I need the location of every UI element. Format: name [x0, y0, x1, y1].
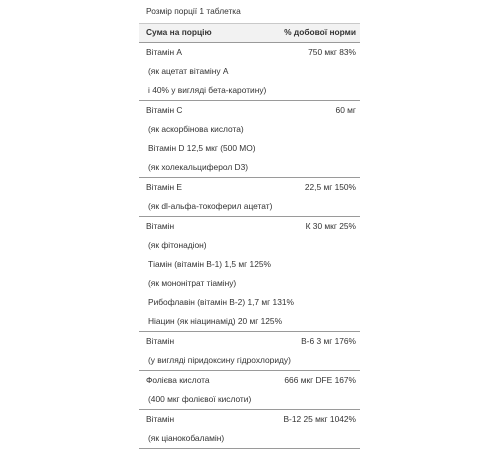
nutrient-row	[139, 410, 360, 449]
nutrient-name: (як холекальциферол D3)	[148, 162, 249, 172]
nutrient-name: Вітамін А	[146, 47, 183, 57]
nutrient-amount: В-12 25 мкг 1042%	[283, 414, 356, 424]
nutrient-row	[139, 217, 360, 332]
nutrient-detail-line	[139, 158, 360, 177]
nutrient-name: (як мононітрат тіаміну)	[148, 278, 237, 288]
nutrient-line	[139, 410, 360, 429]
nutrient-rows	[139, 43, 360, 449]
nutrient-name: і 40% у вигляді бета-каротину)	[148, 85, 267, 95]
nutrient-detail-line	[139, 351, 360, 370]
nutrient-name: Вітамін D 12,5 мкг (500 МО)	[148, 143, 256, 153]
nutrient-detail-line	[139, 429, 360, 448]
nutrient-amount: 60 мг	[335, 105, 356, 115]
nutrient-name: (як dl-альфа-токоферил ацетат)	[148, 201, 273, 211]
nutrient-detail-line	[139, 120, 360, 139]
nutrient-detail-line	[139, 139, 360, 158]
nutrient-detail-line	[139, 390, 360, 409]
nutrient-amount: 750 мкг 83%	[308, 47, 356, 57]
table-header	[139, 24, 360, 43]
nutrient-name: (400 мкг фолієвої кислоти)	[148, 394, 252, 404]
nutrient-name: (як ацетат вітаміну А	[148, 66, 229, 76]
nutrient-row	[139, 43, 360, 101]
nutrient-name: Фолієва кислота	[146, 375, 210, 385]
nutrient-detail-line	[139, 81, 360, 100]
serving-size: Розмір порції 1 таблетка	[139, 0, 360, 24]
nutrient-amount: В-6 3 мг 176%	[301, 336, 356, 346]
nutrient-row	[139, 371, 360, 410]
nutrient-detail-line	[139, 197, 360, 216]
nutrient-amount: 666 мкг DFE 167%	[284, 375, 356, 385]
nutrient-detail-line	[139, 274, 360, 293]
nutrient-name: (як аскорбінова кислота)	[148, 124, 244, 134]
nutrient-line	[139, 178, 360, 197]
nutrient-name: Вітамін Е	[146, 182, 183, 192]
nutrient-line	[139, 332, 360, 351]
nutrient-name: Вітамін С	[146, 105, 183, 115]
nutrient-row	[139, 178, 360, 217]
nutrient-name: (як ціанокобаламін)	[148, 433, 225, 443]
supplement-facts-panel	[139, 0, 360, 443]
nutrient-name: Вітамін	[146, 414, 175, 424]
nutrient-name: Рибофлавін (вітамін В-2) 1,7 мг 131%	[148, 297, 294, 307]
nutrient-name: (у вигляді піридоксину гідрохлориду)	[148, 355, 291, 365]
nutrient-name: Вітамін	[146, 221, 175, 231]
nutrient-detail-line	[139, 255, 360, 274]
header-daily-value: % добової норми	[284, 27, 356, 37]
nutrient-amount: 22,5 мг 150%	[304, 182, 356, 192]
nutrient-detail-line	[139, 312, 360, 331]
nutrient-name: (як фітонадіон)	[148, 240, 207, 250]
nutrient-line	[139, 43, 360, 62]
nutrient-name: Тіамін (вітамін В-1) 1,5 мг 125%	[148, 259, 271, 269]
nutrient-amount: К 30 мкг 25%	[305, 221, 356, 231]
nutrient-detail-line	[139, 293, 360, 312]
nutrient-line	[139, 217, 360, 236]
nutrient-line	[139, 371, 360, 390]
nutrient-row	[139, 332, 360, 371]
nutrient-row	[139, 101, 360, 178]
nutrient-line	[139, 101, 360, 120]
nutrient-name: Вітамін	[146, 336, 175, 346]
header-amount-per-serving: Сума на порцію	[146, 27, 212, 37]
nutrient-name: Ніацин (як ніацинамід) 20 мг 125%	[148, 316, 283, 326]
nutrient-detail-line	[139, 62, 360, 81]
nutrient-detail-line	[139, 236, 360, 255]
